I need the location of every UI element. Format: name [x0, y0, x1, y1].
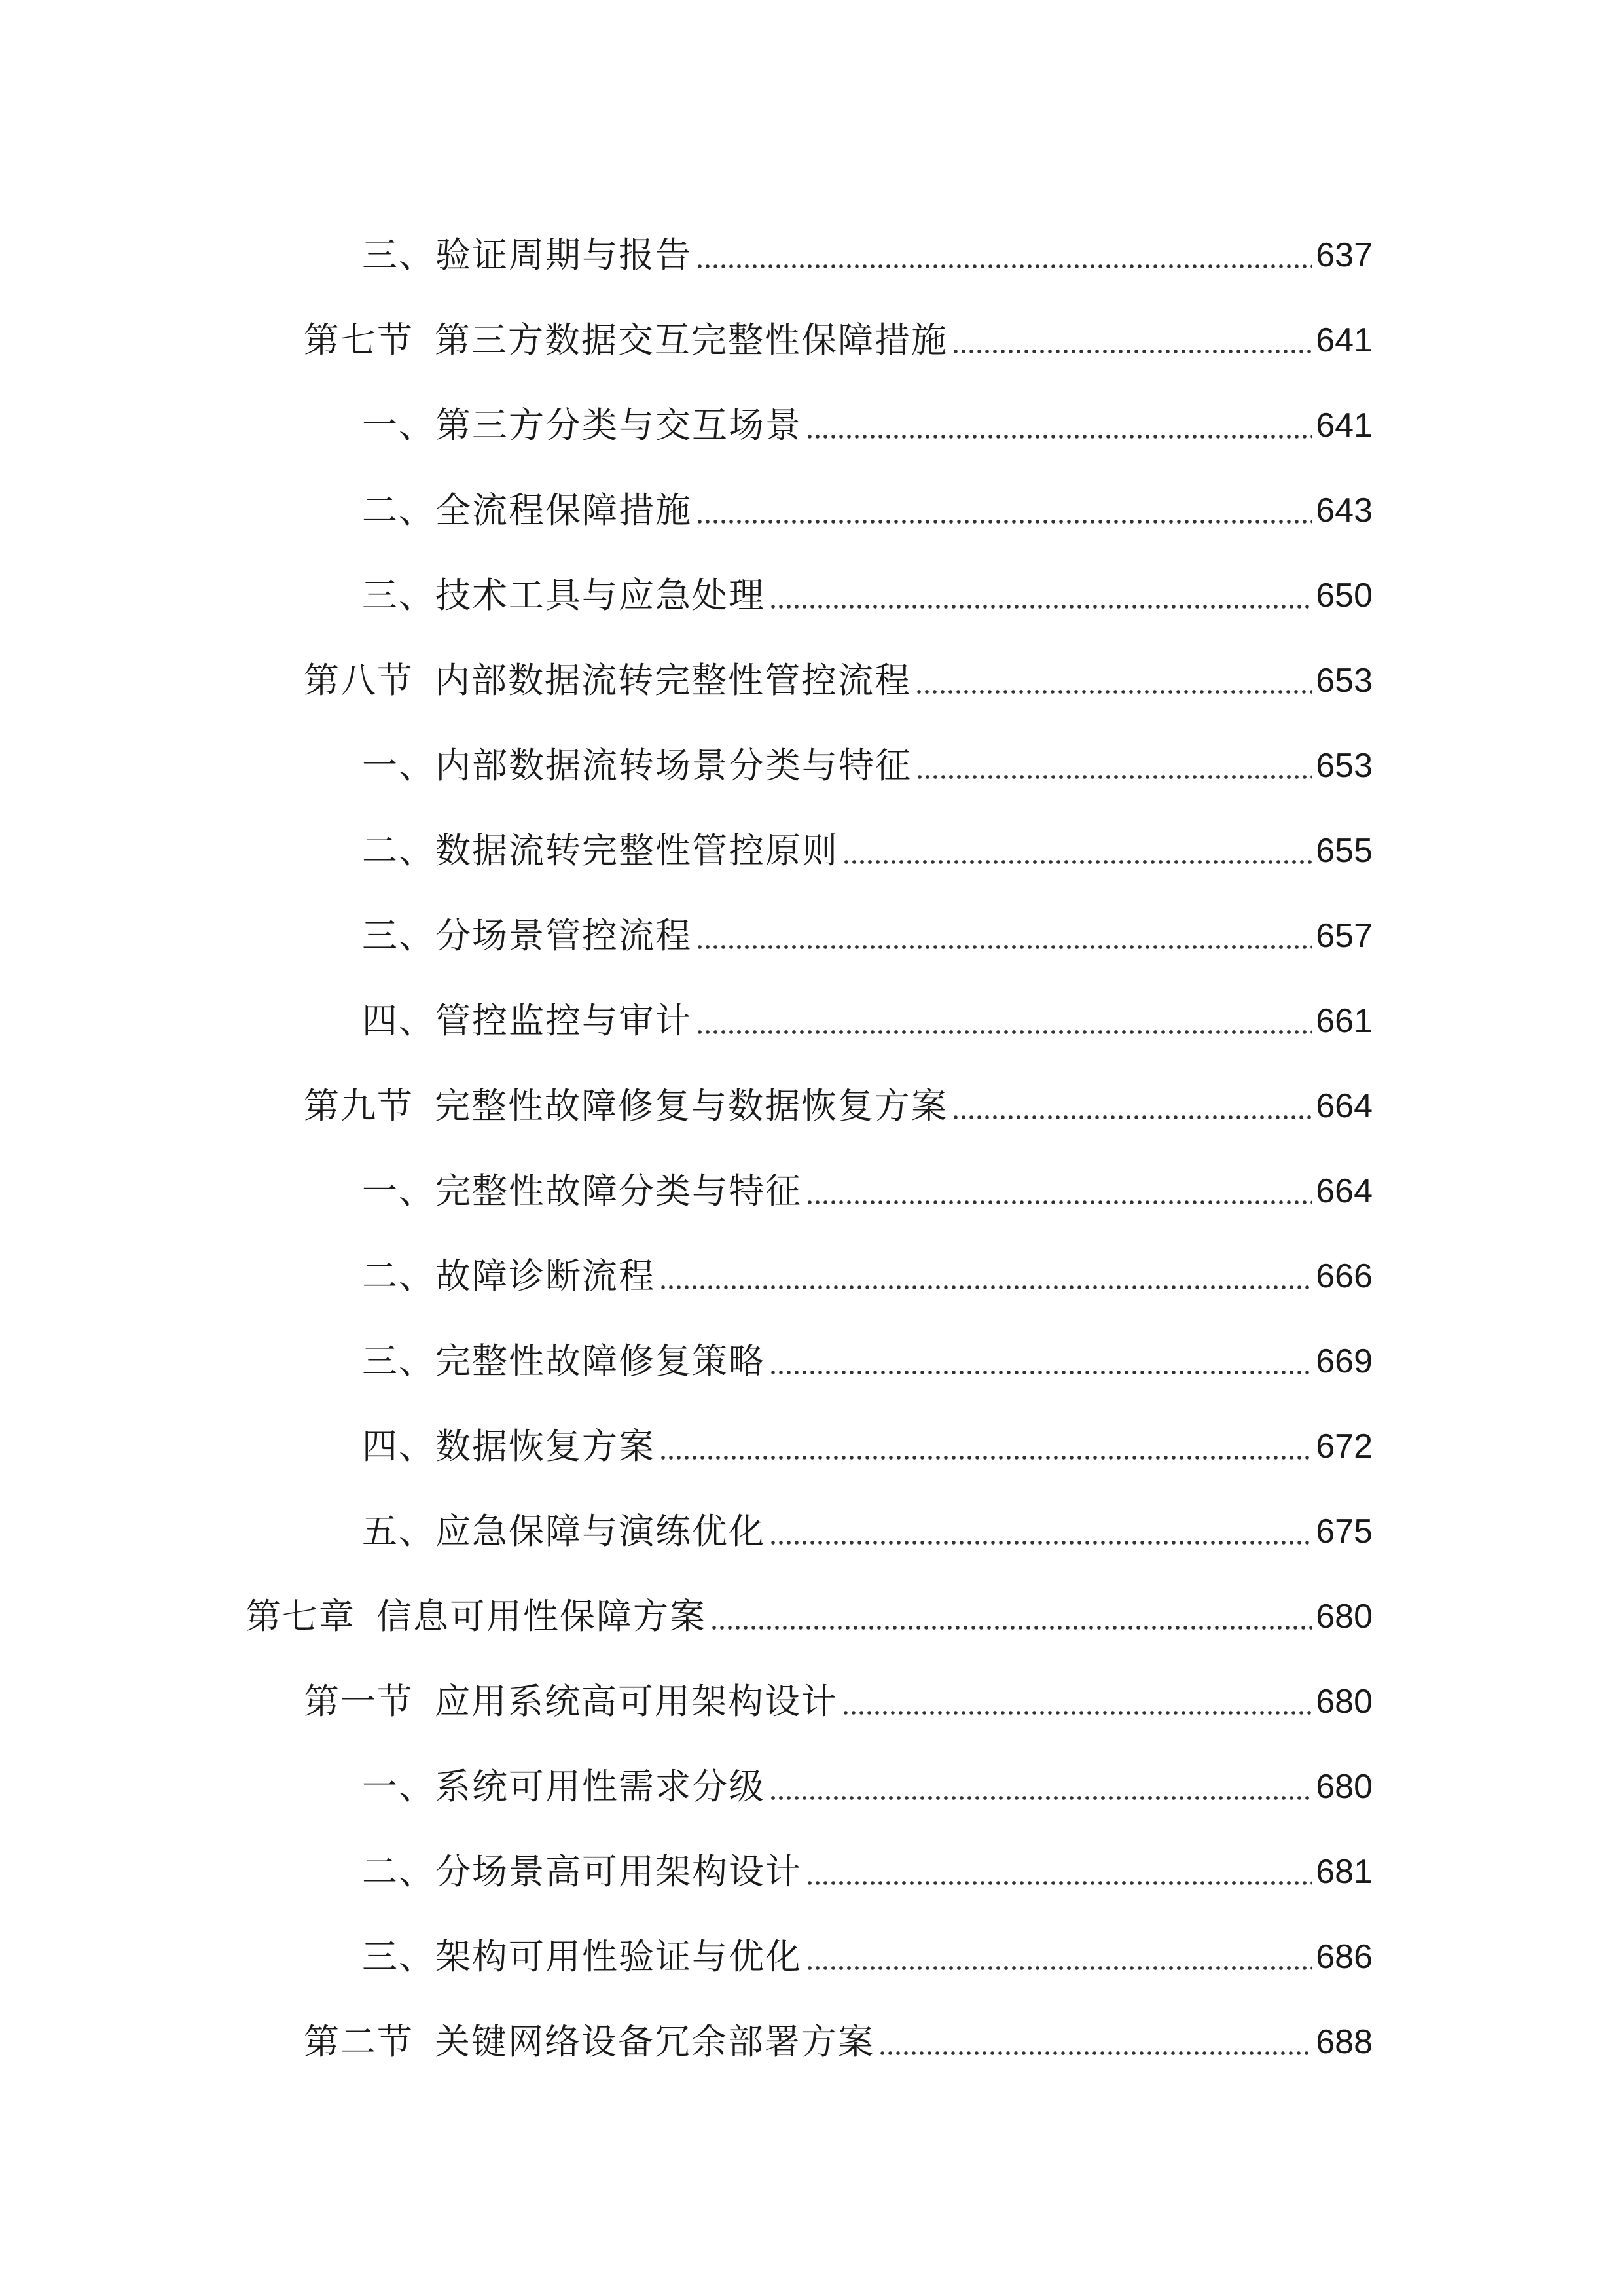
entry-page-number: 657: [1316, 917, 1373, 955]
entry-title: 信息可用性保障方案: [376, 1596, 706, 1637]
entry-title: 内部数据流转完整性管控流程: [435, 660, 911, 701]
entry-page-number: 666: [1316, 1257, 1373, 1295]
entry-page-number: 686: [1316, 1938, 1373, 1976]
entry-page-number: 680: [1316, 1768, 1373, 1806]
entry-title: 应用系统高可用架构设计: [435, 1681, 838, 1722]
dot-leader: [915, 663, 1312, 698]
entry-title: 架构可用性验证与优化: [435, 1936, 802, 1977]
toc-entry[interactable]: [0, 1149, 1624, 1234]
entry-label: [362, 404, 802, 446]
entry-label: [304, 2021, 875, 2062]
entry-page-number: 641: [1316, 321, 1373, 359]
entry-page-number: 688: [1316, 2023, 1373, 2061]
dot-leader: [842, 1684, 1312, 1719]
dot-leader: [659, 1429, 1312, 1464]
entry-page-number: 664: [1316, 1172, 1373, 1210]
entry-page-number: 680: [1316, 1683, 1373, 1721]
entry-title: 验证周期与报告: [435, 234, 692, 276]
table-of-contents: [0, 213, 1624, 2085]
entry-title: 技术工具与应急处理: [435, 575, 765, 616]
entry-label: [304, 1681, 838, 1722]
entry-label: [362, 1766, 765, 1807]
toc-entry[interactable]: [0, 1829, 1624, 1914]
entry-label: [362, 1340, 765, 1382]
entry-title: 应急保障与演练优化: [435, 1511, 765, 1552]
dot-leader: [769, 1769, 1312, 1804]
entry-label: [362, 1511, 765, 1552]
entry-prefix: 一、: [362, 745, 435, 786]
dot-leader: [769, 1514, 1312, 1549]
entry-title: 关键网络设备冗余部署方案: [435, 2021, 875, 2062]
dot-leader: [769, 1344, 1312, 1379]
dot-leader: [696, 1003, 1312, 1039]
entry-title: 第三方分类与交互场景: [435, 404, 802, 446]
toc-entry[interactable]: [0, 893, 1624, 978]
entry-label: [304, 319, 948, 361]
dot-leader: [916, 748, 1312, 783]
entry-title: 完整性故障修复策略: [435, 1340, 765, 1382]
entry-prefix: 二、: [362, 1851, 435, 1892]
toc-entry[interactable]: [0, 553, 1624, 638]
entry-label: [362, 1255, 655, 1297]
entry-prefix: 二、: [362, 830, 435, 871]
toc-entry[interactable]: [0, 723, 1624, 808]
entry-label: [362, 1851, 802, 1892]
dot-leader: [806, 1939, 1312, 1975]
entry-prefix: 一、: [362, 1170, 435, 1211]
toc-entry[interactable]: [0, 978, 1624, 1064]
entry-label: [362, 1170, 802, 1211]
entry-prefix: 一、: [362, 1766, 435, 1807]
entry-label: [362, 490, 692, 531]
dot-leader: [659, 1259, 1312, 1294]
entry-prefix: 第七章: [245, 1596, 355, 1637]
dot-leader: [806, 408, 1312, 443]
entry-prefix: 三、: [362, 1936, 435, 1977]
entry-label: [362, 575, 765, 616]
dot-leader: [842, 833, 1312, 869]
entry-title: 数据恢复方案: [435, 1426, 655, 1467]
entry-label: [304, 660, 911, 701]
entry-page-number: 669: [1316, 1342, 1373, 1380]
toc-entry[interactable]: [0, 1319, 1624, 1404]
entry-label: [362, 234, 692, 276]
entry-label: [304, 1085, 948, 1126]
dot-leader: [806, 1854, 1312, 1890]
entry-title: 故障诊断流程: [435, 1255, 655, 1297]
dot-leader: [952, 323, 1312, 358]
entry-prefix: 五、: [362, 1511, 435, 1552]
toc-entry[interactable]: [0, 2000, 1624, 2085]
toc-entry[interactable]: [0, 298, 1624, 383]
toc-entry[interactable]: [0, 468, 1624, 553]
entry-title: 分场景高可用架构设计: [435, 1851, 802, 1892]
entry-page-number: 653: [1316, 662, 1373, 700]
entry-title: 系统可用性需求分级: [435, 1766, 765, 1807]
entry-title: 完整性故障修复与数据恢复方案: [435, 1085, 948, 1126]
entry-prefix: 第八节: [304, 660, 414, 701]
entry-prefix: 四、: [362, 1426, 435, 1467]
toc-entry[interactable]: [0, 1574, 1624, 1659]
entry-label: [362, 745, 912, 786]
entry-prefix: 四、: [362, 1000, 435, 1041]
entry-page-number: 672: [1316, 1427, 1373, 1465]
toc-entry[interactable]: [0, 1064, 1624, 1149]
entry-prefix: 第九节: [304, 1085, 414, 1126]
entry-title: 管控监控与审计: [435, 1000, 692, 1041]
entry-page-number: 641: [1316, 406, 1373, 444]
entry-prefix: 三、: [362, 234, 435, 276]
dot-leader: [769, 578, 1312, 613]
toc-entry[interactable]: [0, 383, 1624, 468]
entry-prefix: 第七节: [304, 319, 414, 361]
entry-title: 全流程保障措施: [435, 490, 692, 531]
entry-label: [362, 1426, 655, 1467]
entry-prefix: 二、: [362, 490, 435, 531]
toc-entry[interactable]: [0, 1404, 1624, 1489]
dot-leader: [710, 1599, 1312, 1634]
toc-entry[interactable]: [0, 1914, 1624, 2000]
entry-label: [362, 1936, 802, 1977]
entry-label: [362, 915, 692, 956]
entry-page-number: 664: [1316, 1087, 1373, 1125]
dot-leader: [806, 1174, 1312, 1209]
entry-page-number: 637: [1316, 236, 1373, 274]
entry-prefix: 第一节: [304, 1681, 414, 1722]
entry-page-number: 661: [1316, 1002, 1373, 1040]
toc-entry[interactable]: [0, 213, 1624, 298]
entry-page-number: 643: [1316, 492, 1373, 529]
toc-entry[interactable]: [0, 638, 1624, 723]
entry-page-number: 650: [1316, 577, 1373, 615]
toc-entry[interactable]: [0, 808, 1624, 893]
entry-prefix: 三、: [362, 575, 435, 616]
entry-page-number: 653: [1316, 747, 1373, 785]
entry-prefix: 三、: [362, 1340, 435, 1382]
dot-leader: [696, 493, 1312, 528]
dot-leader: [952, 1088, 1312, 1124]
entry-title: 内部数据流转场景分类与特征: [435, 745, 912, 786]
toc-entry[interactable]: [0, 1659, 1624, 1744]
entry-prefix: 二、: [362, 1255, 435, 1297]
entry-title: 第三方数据交互完整性保障措施: [435, 319, 948, 361]
entry-prefix: 一、: [362, 404, 435, 446]
entry-page-number: 655: [1316, 832, 1373, 870]
entry-page-number: 675: [1316, 1513, 1373, 1551]
entry-title: 完整性故障分类与特征: [435, 1170, 802, 1211]
dot-leader: [696, 918, 1312, 954]
dot-leader: [696, 238, 1312, 273]
entry-label: [362, 1000, 692, 1041]
entry-label: [362, 830, 839, 871]
entry-prefix: 三、: [362, 915, 435, 956]
toc-entry[interactable]: [0, 1489, 1624, 1574]
entry-page-number: 681: [1316, 1853, 1373, 1891]
entry-title: 数据流转完整性管控原则: [435, 830, 839, 871]
toc-entry[interactable]: [0, 1744, 1624, 1829]
dot-leader: [878, 2024, 1312, 2060]
entry-label: [245, 1596, 706, 1637]
entry-title: 分场景管控流程: [435, 915, 692, 956]
toc-entry[interactable]: [0, 1234, 1624, 1319]
entry-page-number: 680: [1316, 1598, 1373, 1636]
entry-prefix: 第二节: [304, 2021, 414, 2062]
